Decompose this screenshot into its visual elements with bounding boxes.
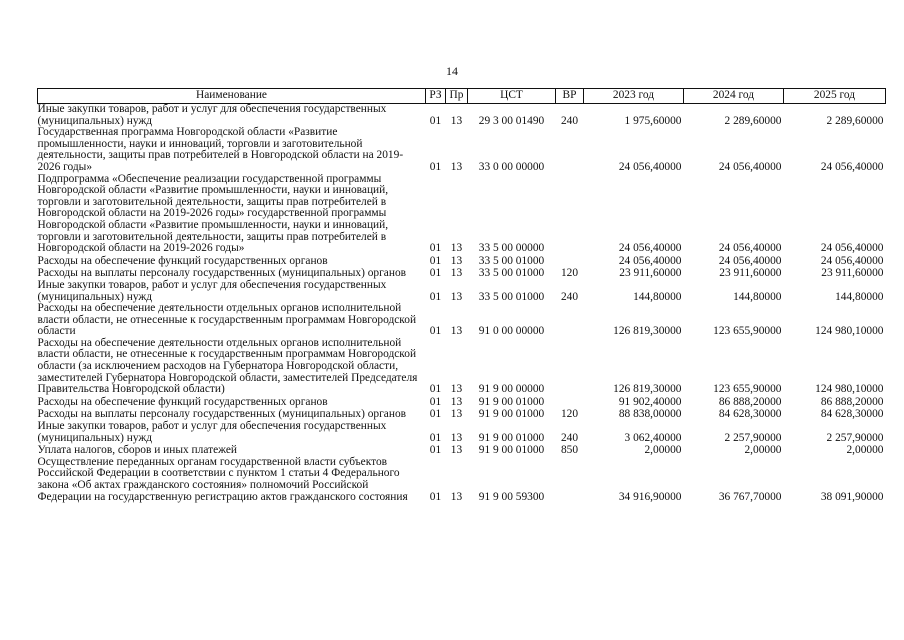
cell-2025: 24 056,40000: [820, 242, 884, 255]
cell-name: Расходы на выплаты персоналу государственных (муниципальных) органов: [37, 408, 407, 421]
table-row: [38, 174, 886, 255]
cell-2025: 84 628,30000: [820, 408, 884, 421]
cell-name: Расходы на обеспечение деятельности отдельных органов исполнительной власти области, не отнесенные к государственным программам Новгородской области (за исключением расходов на Губернатора Новгородской области, заместителей Губернатора Новгородской области, заместителей Председателя Правительства Новгородской области): [37, 336, 418, 396]
cell-name: Расходы на обеспечение деятельности отдельных органов исполнительной власти области, не отнесенные к государственным программам Новгородской области: [37, 302, 417, 338]
cell-vr: 120: [560, 267, 579, 280]
header-name: Наименование: [38, 89, 426, 104]
cell-cst: 91 9 00 01000: [478, 408, 545, 421]
cell-vr: 850: [560, 444, 579, 457]
cell-2024: 2 257,90000: [724, 431, 782, 444]
cell-2023: 88 838,00000: [618, 408, 682, 421]
cell-pr: 13: [450, 254, 463, 267]
table-row: [38, 255, 886, 268]
cell-cst: 33 5 00 01000: [478, 254, 545, 267]
cell-pr: 13: [450, 431, 463, 444]
cell-2024: 123 655,90000: [713, 325, 782, 338]
table-body: [38, 104, 886, 504]
cell-2023: 34 916,90000: [618, 490, 682, 503]
cell-rz: 01: [429, 395, 442, 408]
cell-2024: 86 888,20000: [718, 395, 782, 408]
cell-2024: 2,00000: [744, 444, 782, 457]
cell-rz: 01: [429, 383, 442, 396]
cell-rz: 01: [429, 114, 442, 127]
cell-2024: 84 628,30000: [718, 408, 782, 421]
cell-pr: 13: [450, 383, 463, 396]
budget-table: [37, 88, 886, 503]
cell-pr: 13: [450, 242, 463, 255]
table-row: [38, 104, 886, 128]
cell-2023: 144,80000: [633, 290, 682, 303]
cell-rz: 01: [429, 242, 442, 255]
table-row: [38, 396, 886, 409]
cell-2023: 126 819,30000: [613, 383, 682, 396]
cell-2025: 86 888,20000: [820, 395, 884, 408]
cell-2024: 36 767,70000: [718, 490, 782, 503]
cell-2024: 144,80000: [733, 290, 782, 303]
header-vr: ВР: [556, 89, 584, 104]
cell-2023: 24 056,40000: [618, 160, 682, 173]
cell-2025: 38 091,90000: [820, 490, 884, 503]
table-row: [38, 127, 886, 173]
cell-vr: 120: [560, 408, 579, 421]
cell-rz: 01: [429, 254, 442, 267]
cell-2025: 2,00000: [846, 444, 884, 457]
cell-rz: 01: [429, 290, 442, 303]
cell-name: Расходы на обеспечение функций государственных органов: [37, 254, 328, 267]
cell-cst: 91 9 00 59300: [478, 490, 545, 503]
cell-2024: 2 289,60000: [724, 114, 782, 127]
cell-name: Иные закупки товаров, работ и услуг для обеспечения государственных (муниципальных) нужд: [37, 103, 387, 127]
table-row: [38, 457, 886, 503]
cell-vr: 240: [560, 290, 579, 303]
cell-cst: 91 9 00 01000: [478, 444, 545, 457]
cell-name: Расходы на обеспечение функций государственных органов: [37, 395, 328, 408]
cell-vr: [556, 127, 584, 173]
cell-vr: [556, 457, 584, 503]
cell-pr: 13: [450, 395, 463, 408]
cell-cst: 33 5 00 01000: [478, 290, 545, 303]
cell-vr: [556, 303, 584, 338]
cell-2025: 23 911,60000: [821, 267, 884, 280]
cell-pr: 13: [450, 267, 463, 280]
cell-2023: 126 819,30000: [613, 325, 682, 338]
cell-vr: [556, 174, 584, 255]
header-rz: РЗ: [426, 89, 446, 104]
cell-cst: 33 0 00 00000: [478, 160, 545, 173]
cell-vr: [556, 338, 584, 396]
header-cst: ЦСТ: [468, 89, 556, 104]
header-2024: 2024 год: [684, 89, 784, 104]
cell-2025: 144,80000: [835, 290, 884, 303]
cell-vr: [556, 255, 584, 268]
cell-vr: [556, 396, 584, 409]
cell-2025: 124 980,10000: [815, 383, 884, 396]
cell-2024: 23 911,60000: [719, 267, 782, 280]
cell-pr: 13: [450, 325, 463, 338]
table-row: [38, 421, 886, 444]
cell-2024: 123 655,90000: [713, 383, 782, 396]
cell-cst: 33 5 00 00000: [478, 242, 545, 255]
cell-pr: 13: [450, 408, 463, 421]
cell-vr: 240: [560, 114, 579, 127]
cell-pr: 13: [450, 160, 463, 173]
cell-2023: 1 975,60000: [624, 114, 682, 127]
page-number: 14: [446, 64, 458, 78]
cell-name: Государственная программа Новгородской области «Развитие промышленности, науки и инноваций, торговли и заготовительной деятельности, защиты прав потребителей в Новгородской области на 2019-2026 годы»: [37, 126, 404, 173]
cell-cst: 91 9 00 01000: [478, 431, 545, 444]
cell-2023: 23 911,60000: [619, 267, 682, 280]
cell-rz: 01: [429, 444, 442, 457]
cell-2025: 2 257,90000: [826, 431, 884, 444]
table-row: [38, 303, 886, 338]
cell-2023: 2,00000: [644, 444, 682, 457]
cell-pr: 13: [450, 490, 463, 503]
cell-rz: 01: [429, 325, 442, 338]
table-row: [38, 280, 886, 303]
cell-rz: 01: [429, 267, 442, 280]
cell-name: Уплата налогов, сборов и иных платежей: [37, 444, 237, 457]
cell-rz: 01: [429, 490, 442, 503]
cell-rz: 01: [429, 408, 442, 421]
cell-name: Подпрограмма «Обеспечение реализации государственной программы Новгородской области «Развитие промышленности, науки и инноваций, торговли и заготовительной деятельности, защиты прав потребителей в Новгородской области на 2019-2026 годы» государственной программы Новгородской области «Развитие промышленности, науки и инноваций, торговли и заготовительной деятельности, защиты прав потребителей в Новгородской области на 2019-2026 годы»: [37, 172, 389, 255]
cell-2023: 91 902,40000: [618, 395, 682, 408]
cell-cst: 91 0 00 00000: [478, 325, 545, 338]
table-header-row: [38, 89, 886, 104]
cell-2024: 24 056,40000: [718, 242, 782, 255]
cell-cst: 29 3 00 01490: [478, 114, 545, 127]
cell-pr: 13: [450, 114, 463, 127]
cell-2023: 24 056,40000: [618, 242, 682, 255]
cell-name: Иные закупки товаров, работ и услуг для обеспечения государственных (муниципальных) нужд: [37, 420, 387, 444]
cell-pr: 13: [450, 444, 463, 457]
cell-2023: 3 062,40000: [624, 431, 682, 444]
cell-rz: 01: [429, 431, 442, 444]
cell-vr: 240: [560, 431, 579, 444]
cell-cst: 33 5 00 01000: [478, 267, 545, 280]
cell-pr: 13: [450, 290, 463, 303]
header-pr: Пр: [446, 89, 468, 104]
cell-2025: 124 980,10000: [815, 325, 884, 338]
header-2025: 2025 год: [784, 89, 886, 104]
cell-cst: 91 9 00 01000: [478, 395, 545, 408]
cell-2025: 24 056,40000: [820, 254, 884, 267]
header-2023: 2023 год: [584, 89, 684, 104]
cell-2025: 2 289,60000: [826, 114, 884, 127]
cell-name: Иные закупки товаров, работ и услуг для обеспечения государственных (муниципальных) нужд: [37, 278, 387, 303]
cell-name: Расходы на выплаты персоналу государственных (муниципальных) органов: [37, 267, 407, 280]
cell-name: Осуществление переданных органам государственной власти субъектов Российской Федерации в соответствии с пунктом 1 статьи 4 Федерального закона «Об актах гражданского состояния» полномочий Российской Федерации на государственную регистрацию актов гражданского состояния: [37, 455, 408, 503]
table-row: [38, 444, 886, 457]
table-row: [38, 338, 886, 396]
cell-cst: 91 9 00 00000: [478, 383, 545, 396]
cell-2025: 24 056,40000: [820, 160, 884, 173]
cell-2024: 24 056,40000: [718, 160, 782, 173]
cell-2023: 24 056,40000: [618, 254, 682, 267]
cell-rz: 01: [429, 160, 442, 173]
cell-2024: 24 056,40000: [718, 254, 782, 267]
